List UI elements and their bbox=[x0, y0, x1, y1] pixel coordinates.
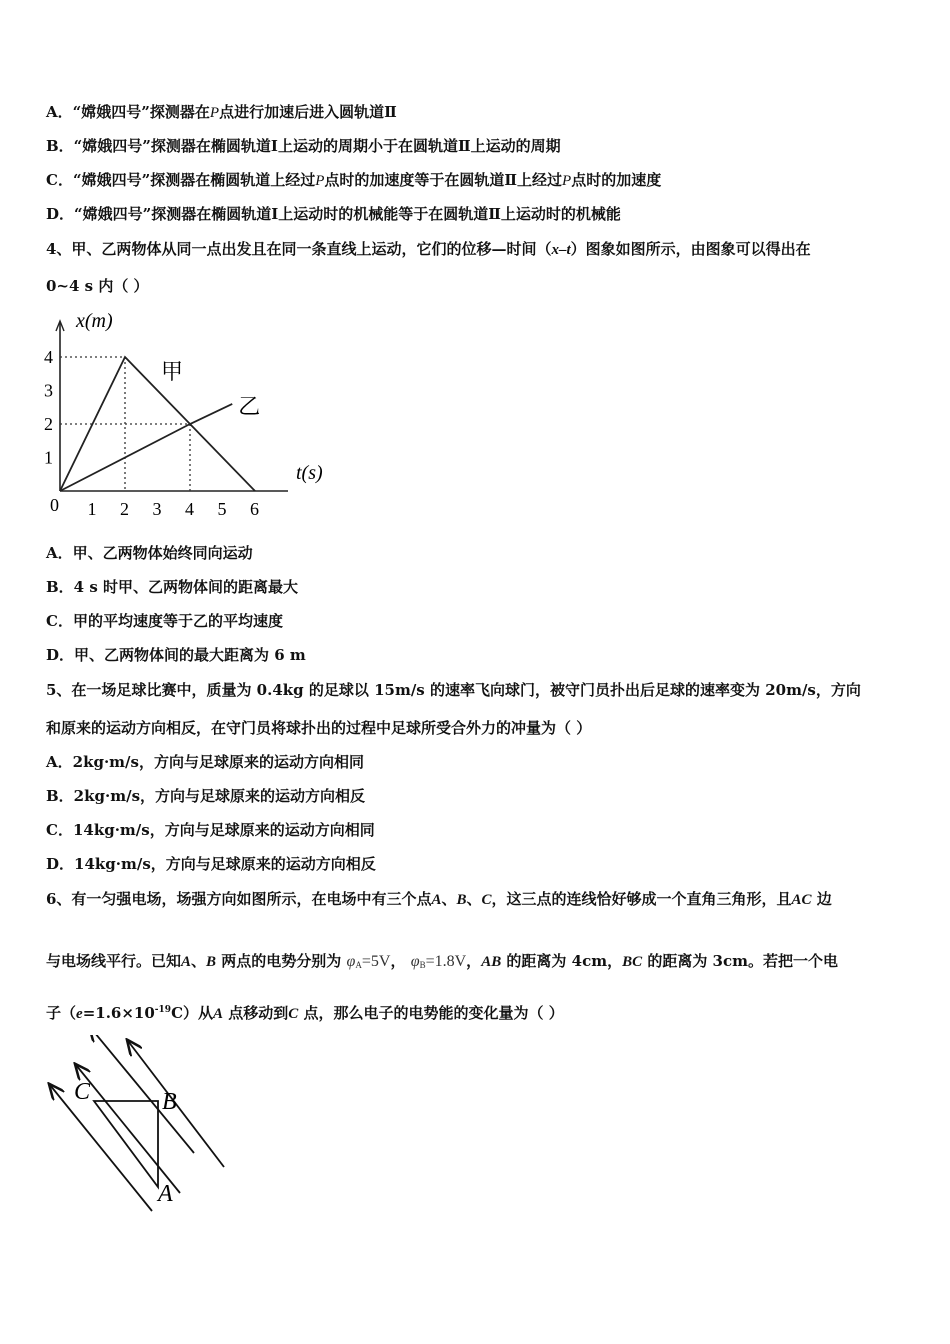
label-c: C bbox=[74, 1079, 91, 1105]
x-tick-label: 3 bbox=[152, 499, 162, 519]
label-a: A bbox=[158, 1181, 173, 1207]
series-jia-label: 甲 bbox=[161, 359, 184, 384]
q5-option-a: A．2kg·m/s，方向与足球原来的运动方向相同 bbox=[46, 753, 364, 771]
q3-option-d: D．“嫦娥四号”探测器在椭圆轨道Ⅰ上运动时的机械能等于在圆轨道Ⅱ上运动时的机械能 bbox=[46, 205, 621, 223]
q6-stem-line1: 6、有一匀强电场，场强方向如图所示，在电场中有三个点A、B、C，这三点的连线恰好够成一个直角三角形，且AC 边 bbox=[46, 890, 832, 908]
q4-xt-graph bbox=[40, 305, 340, 525]
q4-stem-line1: 4、甲、乙两物体从同一点出发且在同一条直线上运动，它们的位移—时间（x–t）图象如图所示，由图象可以得出在 bbox=[46, 240, 811, 258]
origin-label: 0 bbox=[50, 495, 59, 515]
q5-stem-line2: 和原来的运动方向相反，在守门员将球扑出的过程中足球所受合外力的冲量为（ ） bbox=[46, 719, 592, 737]
q6-field-diagram bbox=[40, 1035, 240, 1220]
y-tick-label: 4 bbox=[44, 347, 53, 367]
field-line-2 bbox=[76, 1065, 180, 1193]
q4-option-d: D．甲、乙两物体间的最大距离为 6 m bbox=[46, 646, 306, 664]
phi-a: $\varphi_A=5V$ bbox=[346, 953, 391, 970]
q5-option-b: B．2kg·m/s，方向与足球原来的运动方向相反 bbox=[46, 787, 366, 805]
chart-layer bbox=[44, 310, 323, 519]
q4-option-b: B．4 s 时甲、乙两物体间的距离最大 bbox=[46, 578, 299, 596]
y-tick-label: 1 bbox=[44, 447, 53, 468]
series-yi-label: 乙 bbox=[238, 393, 261, 419]
q5-stem-line1: 5、在一场足球比赛中，质量为 0.4kg 的足球以 15m/s 的速率飞向球门，被守门员扑出后足球的速率变为 20m/s，方向 bbox=[46, 681, 861, 699]
x-tick-label: 2 bbox=[120, 499, 129, 519]
x-tick-label: 6 bbox=[250, 499, 259, 519]
x-axis-label: t(s) bbox=[296, 462, 323, 484]
triangle-abc bbox=[94, 1101, 158, 1187]
x-tick-label: 4 bbox=[185, 499, 194, 519]
q6-stem-line2: 与电场线平行。已知A、B 两点的电势分别为 $\varphi_A=5V$， $\varphi_B=1.8V$，AB 的距离为 4cm，BC 的距离为 3cm。若把一个电 bbox=[46, 952, 838, 970]
q5-option-d: D．14kg·m/s，方向与足球原来的运动方向相反 bbox=[46, 855, 376, 873]
q4-stem-line2: 0~4 s 内（ ） bbox=[46, 277, 149, 295]
label-b: B bbox=[162, 1089, 177, 1115]
q4-option-c: C．甲的平均速度等于乙的平均速度 bbox=[46, 612, 283, 630]
q3-option-a: A．“嫦娥四号”探测器在P点进行加速后进入圆轨道Ⅱ bbox=[46, 103, 397, 121]
y-axis-label: x(m) bbox=[76, 310, 113, 332]
x-tick-label: 5 bbox=[217, 499, 227, 519]
q3-option-b: B．“嫦娥四号”探测器在椭圆轨道Ⅰ上运动的周期小于在圆轨道Ⅱ上运动的周期 bbox=[46, 137, 561, 155]
q4-option-a: A．甲、乙两物体始终同向运动 bbox=[46, 544, 253, 562]
phi-b: $\varphi_B=1.8V$ bbox=[410, 953, 467, 970]
q5-option-c: C．14kg·m/s，方向与足球原来的运动方向相同 bbox=[46, 821, 375, 839]
q3-option-c: C．“嫦娥四号”探测器在椭圆轨道上经过P点时的加速度等于在圆轨道Ⅱ上经过P点时的加速度 bbox=[46, 171, 662, 189]
series-jia-line bbox=[60, 357, 255, 491]
series-yi-line bbox=[60, 404, 232, 491]
y-tick-label: 2 bbox=[44, 414, 53, 434]
q6-stem-line3: 子$(e=1.6\times 10^{-19}C)$从A 点移动到C 点，那么电子的电势能的变化量为（ ） bbox=[46, 1004, 564, 1022]
y-tick-label: 3 bbox=[44, 380, 53, 401]
field-line-1 bbox=[50, 1085, 152, 1211]
x-tick-label: 1 bbox=[87, 499, 97, 519]
field-line-3 bbox=[90, 1035, 194, 1153]
